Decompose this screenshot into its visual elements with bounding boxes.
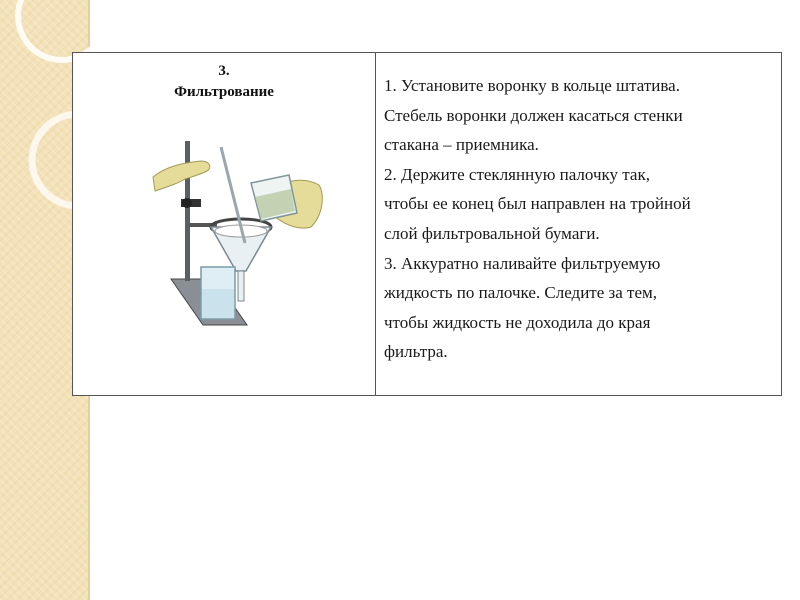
step-cell — [73, 53, 376, 395]
instruction-line: жидкость по палочке. Следите за тем, — [384, 283, 658, 303]
instruction-line: фильтра. — [384, 342, 448, 362]
content-table — [72, 52, 782, 396]
instruction-line: 2. Держите стеклянную палочку так, — [384, 164, 650, 184]
instruction-line: слой фильтровальной бумаги. — [384, 223, 600, 243]
filtration-apparatus-icon — [151, 139, 331, 339]
instruction-line: 3. Аккуратно наливайте фильтруемую — [384, 253, 661, 273]
instruction-line: 1. Установите воронку в кольце штатива. — [384, 76, 680, 95]
step-number: 3. — [218, 63, 230, 79]
instructions-cell — [376, 53, 781, 395]
instruction-line: Стебель воронки должен касаться стенки — [384, 105, 683, 125]
instruction-line: чтобы жидкость не доходила до края — [384, 312, 651, 332]
instruction-line: стакана – приемника. — [384, 135, 539, 155]
step-title: Фильтрование — [174, 84, 274, 100]
instruction-line: чтобы ее конец был направлен на тройной — [384, 194, 691, 214]
